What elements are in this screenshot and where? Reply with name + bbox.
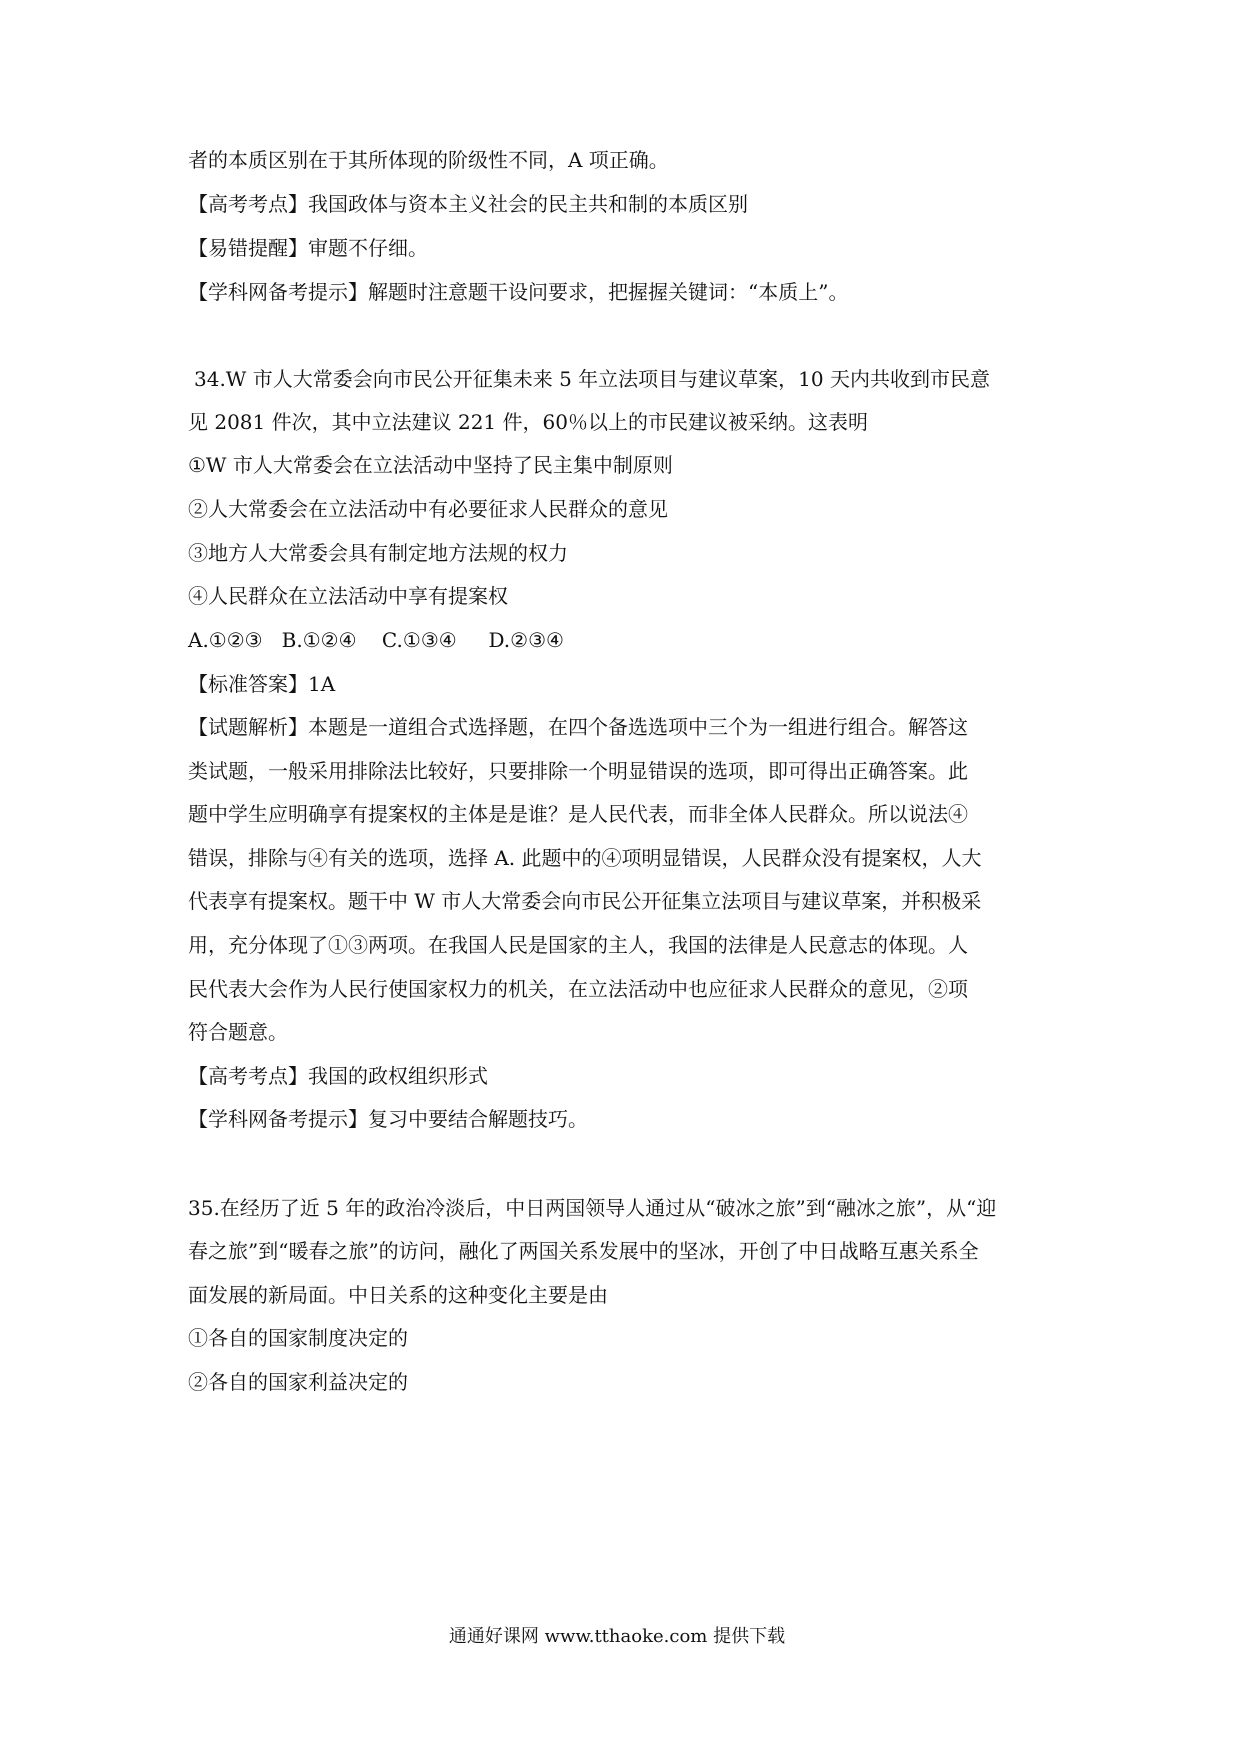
- q34-analysis-line: 题中学生应明确享有提案权的主体是是谁？是人民代表，而非全体人民群众。所以说法④: [188, 802, 968, 826]
- q34-exam-point: 【高考考点】我国的政权组织形式: [188, 1064, 488, 1088]
- q34-option: ②人大常委会在立法活动中有必要征求人民群众的意见: [188, 497, 668, 521]
- q34-analysis-line: 用，充分体现了①③两项。在我国人民是国家的主人，我国的法律是人民意志的体现。人: [188, 933, 968, 957]
- q35-option: ①各自的国家制度决定的: [188, 1326, 408, 1350]
- q34-option: ①W 市人大常委会在立法活动中坚持了民主集中制原则: [188, 453, 673, 477]
- q34-analysis-line: 民代表大会作为人民行使国家权力的机关，在立法活动中也应征求人民群众的意见，②项: [188, 977, 968, 1001]
- q34-stem-line: 34.W 市人大常委会向市民公开征集未来 5 年立法项目与建议草案，10 天内共收到市民意: [194, 367, 990, 391]
- q35-option: ②各自的国家利益决定的: [188, 1370, 408, 1394]
- q35-stem-line: 35.在经历了近 5 年的政治冷淡后，中日两国领导人通过从“破冰之旅”到“融冰之旅”，从“迎: [188, 1196, 997, 1220]
- q34-answer: 【标准答案】1A: [188, 672, 336, 696]
- q34-analysis-line: 【试题解析】本题是一道组合式选择题，在四个备选选项中三个为一组进行组合。解答这: [188, 715, 968, 739]
- exam-point: 【高考考点】我国政体与资本主义社会的民主共和制的本质区别: [188, 192, 748, 216]
- q34-analysis-line: 代表享有提案权。题干中 W 市人大常委会向市民公开征集立法项目与建议草案，并积极采: [188, 889, 982, 913]
- q34-stem-line: 见 2081 件次，其中立法建议 221 件，60％以上的市民建议被采纳。这表明: [188, 410, 868, 434]
- q34-study-tip: 【学科网备考提示】复习中要结合解题技巧。: [188, 1107, 588, 1131]
- q34-analysis-line: 符合题意。: [188, 1020, 288, 1044]
- q34-analysis-line: 错误，排除与④有关的选项，选择 A. 此题中的④项明显错误，人民群众没有提案权，人大: [188, 846, 982, 870]
- study-tip: 【学科网备考提示】解题时注意题干设问要求，把握握关键词：“本质上”。: [188, 280, 849, 304]
- q34-option: ④人民群众在立法活动中享有提案权: [188, 584, 508, 608]
- error-reminder: 【易错提醒】审题不仔细。: [188, 236, 428, 260]
- q35-stem-line: 春之旅”到“暖春之旅”的访问，融化了两国关系发展中的坚冰，开创了中日战略互惠关系全: [188, 1239, 979, 1263]
- q34-choices: A.①②③ B.①②④ C.①③④ D.②③④: [188, 628, 564, 652]
- text-line: 者的本质区别在于其所体现的阶级性不同，A 项正确。: [188, 148, 669, 172]
- q35-stem-line: 面发展的新局面。中日关系的这种变化主要是由: [188, 1283, 608, 1307]
- page-footer: 通通好课网 www.tthaoke.com 提供下载: [448, 1626, 786, 1647]
- q34-option: ③地方人大常委会具有制定地方法规的权力: [188, 541, 568, 565]
- q34-analysis-line: 类试题，一般采用排除法比较好，只要排除一个明显错误的选项，即可得出正确答案。此: [188, 759, 968, 783]
